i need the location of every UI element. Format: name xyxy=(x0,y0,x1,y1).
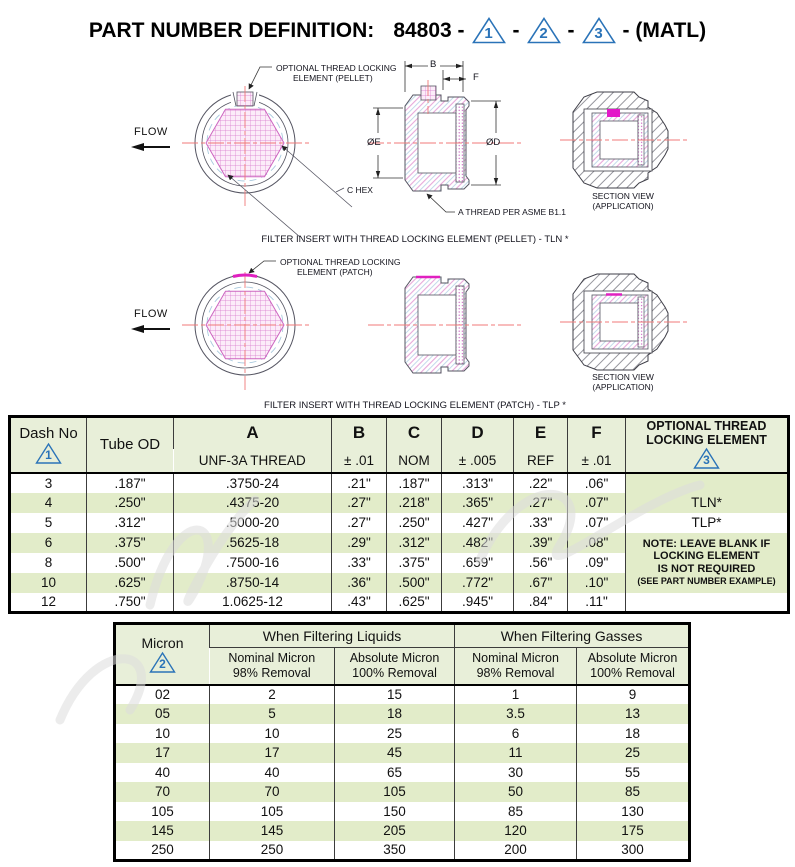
table-row xyxy=(115,763,690,783)
table-cell: .187" xyxy=(387,473,442,493)
table-cell: .365" xyxy=(442,493,514,513)
table-cell: 3 xyxy=(10,473,87,493)
table-cell: .06" xyxy=(568,473,626,493)
table-cell: .375" xyxy=(387,553,442,573)
c-hex-label: C HEX xyxy=(347,185,373,195)
dia-d-label: ØD xyxy=(486,137,501,148)
table-cell: .56" xyxy=(514,553,568,573)
table-cell: 15 xyxy=(335,685,455,705)
table-cell: .09" xyxy=(568,553,626,573)
table-cell: .39" xyxy=(514,533,568,553)
subheader-line: Absolute Micron xyxy=(587,650,678,665)
flag-2-header-number: 2 xyxy=(159,656,166,671)
table-cell: .312" xyxy=(387,533,442,553)
table-cell: 200 xyxy=(455,841,577,861)
table-cell: 300 xyxy=(577,841,690,861)
table-cell: .22" xyxy=(514,473,568,493)
col-d-header: D xyxy=(442,417,514,449)
table-cell: 18 xyxy=(577,724,690,744)
col-c-subheader: NOM xyxy=(387,449,442,473)
table-cell: 02 xyxy=(115,685,210,705)
pellet-highlight xyxy=(607,109,620,117)
table-cell: .659" xyxy=(442,553,514,573)
flag-2-header xyxy=(149,651,176,674)
absolute-liquids-header xyxy=(335,648,455,685)
table-cell: 4 xyxy=(10,493,87,513)
table-row xyxy=(10,593,789,613)
table-cell: 10 xyxy=(115,724,210,744)
optional-header-line1: OPTIONAL THREAD xyxy=(646,419,767,434)
table-cell: 5 xyxy=(210,704,335,724)
table-cell: 250 xyxy=(115,841,210,861)
section-view-label-1a: SECTION VIEW xyxy=(592,191,654,201)
flag-2-number: 2 xyxy=(539,25,548,42)
table-cell: 6 xyxy=(10,533,87,553)
table-cell: 250 xyxy=(210,841,335,861)
table-row xyxy=(10,493,789,513)
table-cell: .21" xyxy=(332,473,387,493)
table-cell: .750" xyxy=(87,593,174,613)
section-view-label-1b: (APPLICATION) xyxy=(592,201,654,211)
table-cell: 5 xyxy=(10,513,87,533)
table-header-row xyxy=(10,417,789,449)
dash-no-header xyxy=(10,417,87,473)
table-cell: .945" xyxy=(442,593,514,613)
table-cell: 6 xyxy=(455,724,577,744)
table-row xyxy=(115,821,690,841)
table-cell: 25 xyxy=(577,743,690,763)
subheader-line: 100% Removal xyxy=(352,665,437,680)
note-line: NOTE: LEAVE BLANK IF xyxy=(642,537,771,550)
flow-arrow-icon xyxy=(131,325,144,333)
flag-1-number: 1 xyxy=(484,25,493,42)
title-dash-1: - xyxy=(512,18,520,42)
table-cell: .67" xyxy=(514,573,568,593)
table-cell: .250" xyxy=(87,493,174,513)
optional-thread-header xyxy=(626,417,789,473)
table-cell: 150 xyxy=(335,802,455,822)
table-row xyxy=(115,724,690,744)
subheader-line: Nominal Micron xyxy=(472,650,559,665)
section-view-label-2b: (APPLICATION) xyxy=(592,382,654,392)
table-cell: 18 xyxy=(335,704,455,724)
table-cell: 3.5 xyxy=(455,704,577,724)
table-cell: 10 xyxy=(10,573,87,593)
table-cell: 105 xyxy=(335,782,455,802)
table-cell: .33" xyxy=(514,513,568,533)
flow-arrow-icon xyxy=(131,143,144,151)
table-cell: .7500-16 xyxy=(174,553,332,573)
table-row xyxy=(10,473,789,493)
table-cell: .482" xyxy=(442,533,514,553)
patch-callout-line1: OPTIONAL THREAD LOCKING xyxy=(280,257,401,267)
table-cell: .33" xyxy=(332,553,387,573)
pellet-application-view xyxy=(560,92,688,188)
table-cell: 25 xyxy=(335,724,455,744)
table-cell: 11 xyxy=(455,743,577,763)
table-cell: 13 xyxy=(577,704,690,724)
table-cell xyxy=(626,593,789,613)
flag-3-number: 3 xyxy=(594,25,603,42)
title-part-number: 84803 - xyxy=(393,18,465,42)
table-cell: .08" xyxy=(568,533,626,553)
title-label: PART NUMBER DEFINITION: xyxy=(88,18,375,42)
pellet-callout-line1: OPTIONAL THREAD LOCKING xyxy=(276,63,397,73)
micron-header xyxy=(115,624,210,685)
title-dash-2: - xyxy=(567,18,575,42)
col-e-header: E xyxy=(514,417,568,449)
table-cell: .8750-14 xyxy=(174,573,332,593)
table-cell: .5625-18 xyxy=(174,533,332,553)
patch-application-view xyxy=(560,274,688,370)
locking-element-note xyxy=(626,533,789,593)
pellet-callout-line2: ELEMENT (PELLET) xyxy=(293,73,373,83)
table-cell: 12 xyxy=(10,593,87,613)
absolute-gasses-header xyxy=(577,648,690,685)
gasses-group-header: When Filtering Gasses xyxy=(455,624,690,648)
table-cell: 205 xyxy=(335,821,455,841)
table-cell: .500" xyxy=(87,553,174,573)
table-cell: 175 xyxy=(577,821,690,841)
tube-od-header: Tube OD xyxy=(87,417,174,473)
note-line: (SEE PART NUMBER EXAMPLE) xyxy=(637,576,776,586)
dim-b-label: B xyxy=(430,59,437,70)
tlp-cell: TLP* xyxy=(626,513,789,533)
table-row xyxy=(10,513,789,533)
table-cell: 30 xyxy=(455,763,577,783)
table-header-row xyxy=(115,624,690,648)
table-cell: .625" xyxy=(87,573,174,593)
flow-label-1: FLOW xyxy=(134,126,168,138)
table-cell: 70 xyxy=(115,782,210,802)
table-row xyxy=(115,743,690,763)
page-title xyxy=(0,16,795,45)
table-cell: .500" xyxy=(387,573,442,593)
table-row xyxy=(115,802,690,822)
table-cell: .11" xyxy=(568,593,626,613)
subheader-line: 98% Removal xyxy=(476,665,555,680)
table-cell: .250" xyxy=(387,513,442,533)
table-cell: .313" xyxy=(442,473,514,493)
patch-caption: FILTER INSERT WITH THREAD LOCKING ELEMENT (PATCH) - TLP * xyxy=(264,400,566,411)
table-cell: .187" xyxy=(87,473,174,493)
table-cell: .07" xyxy=(568,493,626,513)
table-row xyxy=(10,533,789,553)
subheader-line: 98% Removal xyxy=(232,665,311,680)
table-cell: 2 xyxy=(210,685,335,705)
col-e-subheader: REF xyxy=(514,449,568,473)
flag-1-header-number: 1 xyxy=(45,447,52,462)
flow-label-2: FLOW xyxy=(134,308,168,320)
pellet-caption: FILTER INSERT WITH THREAD LOCKING ELEMENT (PELLET) - TLN * xyxy=(261,234,569,245)
col-c-header: C xyxy=(387,417,442,449)
table-cell: 145 xyxy=(210,821,335,841)
table-cell: .312" xyxy=(87,513,174,533)
table-cell: 105 xyxy=(210,802,335,822)
col-d-subheader: ± .005 xyxy=(442,449,514,473)
table-cell: .3750-24 xyxy=(174,473,332,493)
note-line: LOCKING ELEMENT xyxy=(653,550,760,562)
flag-1 xyxy=(472,16,506,45)
table-cell: .84" xyxy=(514,593,568,613)
subheader-line: Absolute Micron xyxy=(349,650,440,665)
table-cell: 1 xyxy=(455,685,577,705)
table-cell: .625" xyxy=(387,593,442,613)
table-cell: .772" xyxy=(442,573,514,593)
table-row xyxy=(115,685,690,705)
table-cell: .27" xyxy=(514,493,568,513)
col-a-subheader: UNF-3A THREAD xyxy=(174,449,332,473)
dia-e-label: ØE xyxy=(367,137,381,148)
flag-3-header xyxy=(693,447,720,470)
thread-note-label: A THREAD PER ASME B1.1 xyxy=(458,207,567,217)
table-cell: .218" xyxy=(387,493,442,513)
table-cell: 45 xyxy=(335,743,455,763)
table-cell: 350 xyxy=(335,841,455,861)
flag-3-header-number: 3 xyxy=(703,453,710,468)
patch-callout-line2: ELEMENT (PATCH) xyxy=(297,267,373,277)
table-row xyxy=(115,782,690,802)
patch-front-view xyxy=(131,261,312,390)
table-cell: 120 xyxy=(455,821,577,841)
dash-no-label: Dash No xyxy=(19,424,78,442)
table-cell: .10" xyxy=(568,573,626,593)
nominal-gasses-header xyxy=(455,648,577,685)
col-a-header: A xyxy=(174,417,332,449)
table-cell: 70 xyxy=(210,782,335,802)
table-cell: 85 xyxy=(577,782,690,802)
table-row xyxy=(115,841,690,861)
table-cell: 17 xyxy=(210,743,335,763)
table-cell: 145 xyxy=(115,821,210,841)
flag-3 xyxy=(582,16,616,45)
table-cell: .36" xyxy=(332,573,387,593)
table-cell: 10 xyxy=(210,724,335,744)
part-dimension-table xyxy=(8,415,790,614)
patch-side-view xyxy=(368,277,522,373)
table-cell: 40 xyxy=(115,763,210,783)
table-cell: 40 xyxy=(210,763,335,783)
table-cell: 17 xyxy=(115,743,210,763)
col-f-header: F xyxy=(568,417,626,449)
table-row xyxy=(115,704,690,724)
tln-cell: TLN* xyxy=(626,493,789,513)
table-cell: 105 xyxy=(115,802,210,822)
table-cell: 55 xyxy=(577,763,690,783)
subheader-line: Nominal Micron xyxy=(228,650,316,665)
optional-header-line2: LOCKING ELEMENT xyxy=(646,433,767,448)
flag-2 xyxy=(527,16,561,45)
pellet-drawing-graphics xyxy=(0,55,795,237)
table-cell: 65 xyxy=(335,763,455,783)
table-cell: .5000-20 xyxy=(174,513,332,533)
micron-rating-table xyxy=(113,622,691,862)
table-cell: .43" xyxy=(332,593,387,613)
table-cell xyxy=(626,473,789,493)
table-cell: 05 xyxy=(115,704,210,724)
table-cell: 85 xyxy=(455,802,577,822)
table-cell: .4375-20 xyxy=(174,493,332,513)
table-cell: 8 xyxy=(10,553,87,573)
table-cell: 9 xyxy=(577,685,690,705)
nominal-liquids-header xyxy=(210,648,335,685)
table-cell: 50 xyxy=(455,782,577,802)
dim-f-label: F xyxy=(473,72,479,83)
table-cell: .07" xyxy=(568,513,626,533)
subheader-line: 100% Removal xyxy=(590,665,675,680)
table-cell: .375" xyxy=(87,533,174,553)
liquids-group-header: When Filtering Liquids xyxy=(210,624,455,648)
section-view-label-2a: SECTION VIEW xyxy=(592,372,654,382)
table-cell: 130 xyxy=(577,802,690,822)
micron-label: Micron xyxy=(141,634,184,651)
table-cell: 1.0625-12 xyxy=(174,593,332,613)
title-matl: - (MATL) xyxy=(622,18,707,42)
patch-drawing-graphics xyxy=(0,250,795,396)
table-cell: .427" xyxy=(442,513,514,533)
col-b-header: B xyxy=(332,417,387,449)
table-cell: .27" xyxy=(332,493,387,513)
col-f-subheader: ± .01 xyxy=(568,449,626,473)
table-cell: .29" xyxy=(332,533,387,553)
table-cell: .27" xyxy=(332,513,387,533)
note-line: IS NOT REQUIRED xyxy=(657,562,756,575)
patch-highlight xyxy=(233,275,257,276)
flag-1-header xyxy=(35,442,62,465)
col-b-subheader: ± .01 xyxy=(332,449,387,473)
pellet-front-view xyxy=(131,67,352,237)
